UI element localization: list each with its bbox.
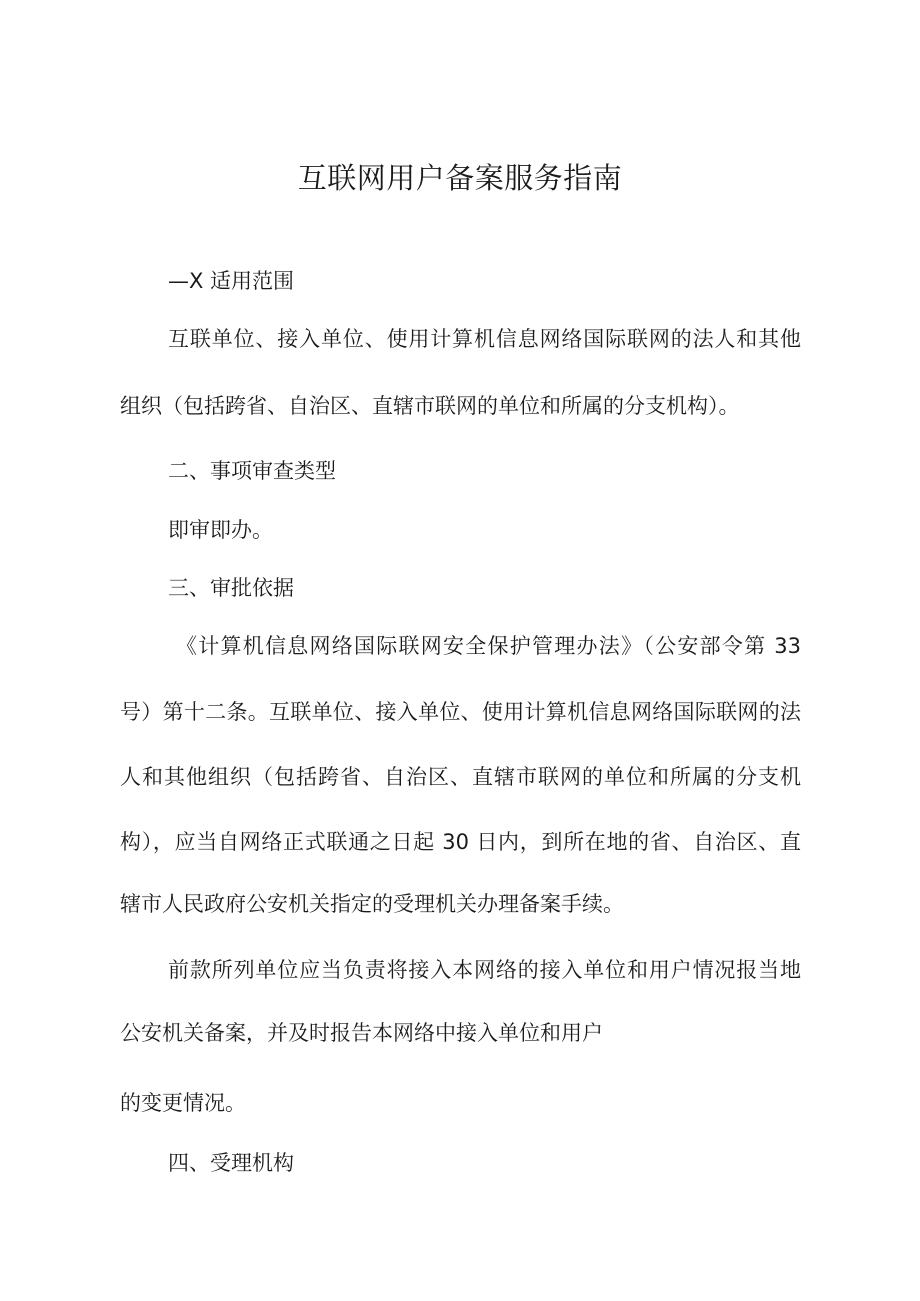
section-heading-review-type: 二、事项审查类型 (168, 459, 336, 483)
paragraph-line: 即审即办。 (168, 518, 273, 542)
paragraph-line: 号）第十二条。互联单位、接入单位、使用计算机信息网络国际联网的法 (120, 700, 801, 724)
paragraph-line: 公安机关备案，并及时报告本网络中接入单位和用户 (120, 1021, 603, 1045)
paragraph-line: 辖市人民政府公安机关指定的受理机关办理备案手续。 (120, 892, 624, 916)
paragraph-line: 前款所列单位应当负责将接入本网络的接入单位和用户情况报当地 (168, 958, 801, 982)
paragraph-line: 人和其他组织（包括跨省、自治区、直辖市联网的单位和所属的分支机 (120, 765, 801, 789)
paragraph-line: 构），应当自网络正式联通之日起 30 日内，到所在地的省、自治区、直 (120, 830, 801, 854)
paragraph-line: 组织（包括跨省、自治区、直辖市联网的单位和所属的分支机构）。 (120, 394, 740, 418)
document-title: 互联网用户备案服务指南 (297, 161, 623, 195)
section-heading-basis: 三、审批依据 (168, 576, 294, 600)
section-heading-agency: 四、受理机构 (168, 1151, 294, 1175)
paragraph-line: 的变更情况。 (120, 1091, 246, 1115)
paragraph-line: 互联单位、接入单位、使用计算机信息网络国际联网的法人和其他 (168, 327, 801, 351)
paragraph-line: 《计算机信息网络国际联网安全保护管理办法》（公安部令第 33 (176, 634, 801, 658)
section-heading-scope: —X 适用范围 (168, 269, 295, 293)
